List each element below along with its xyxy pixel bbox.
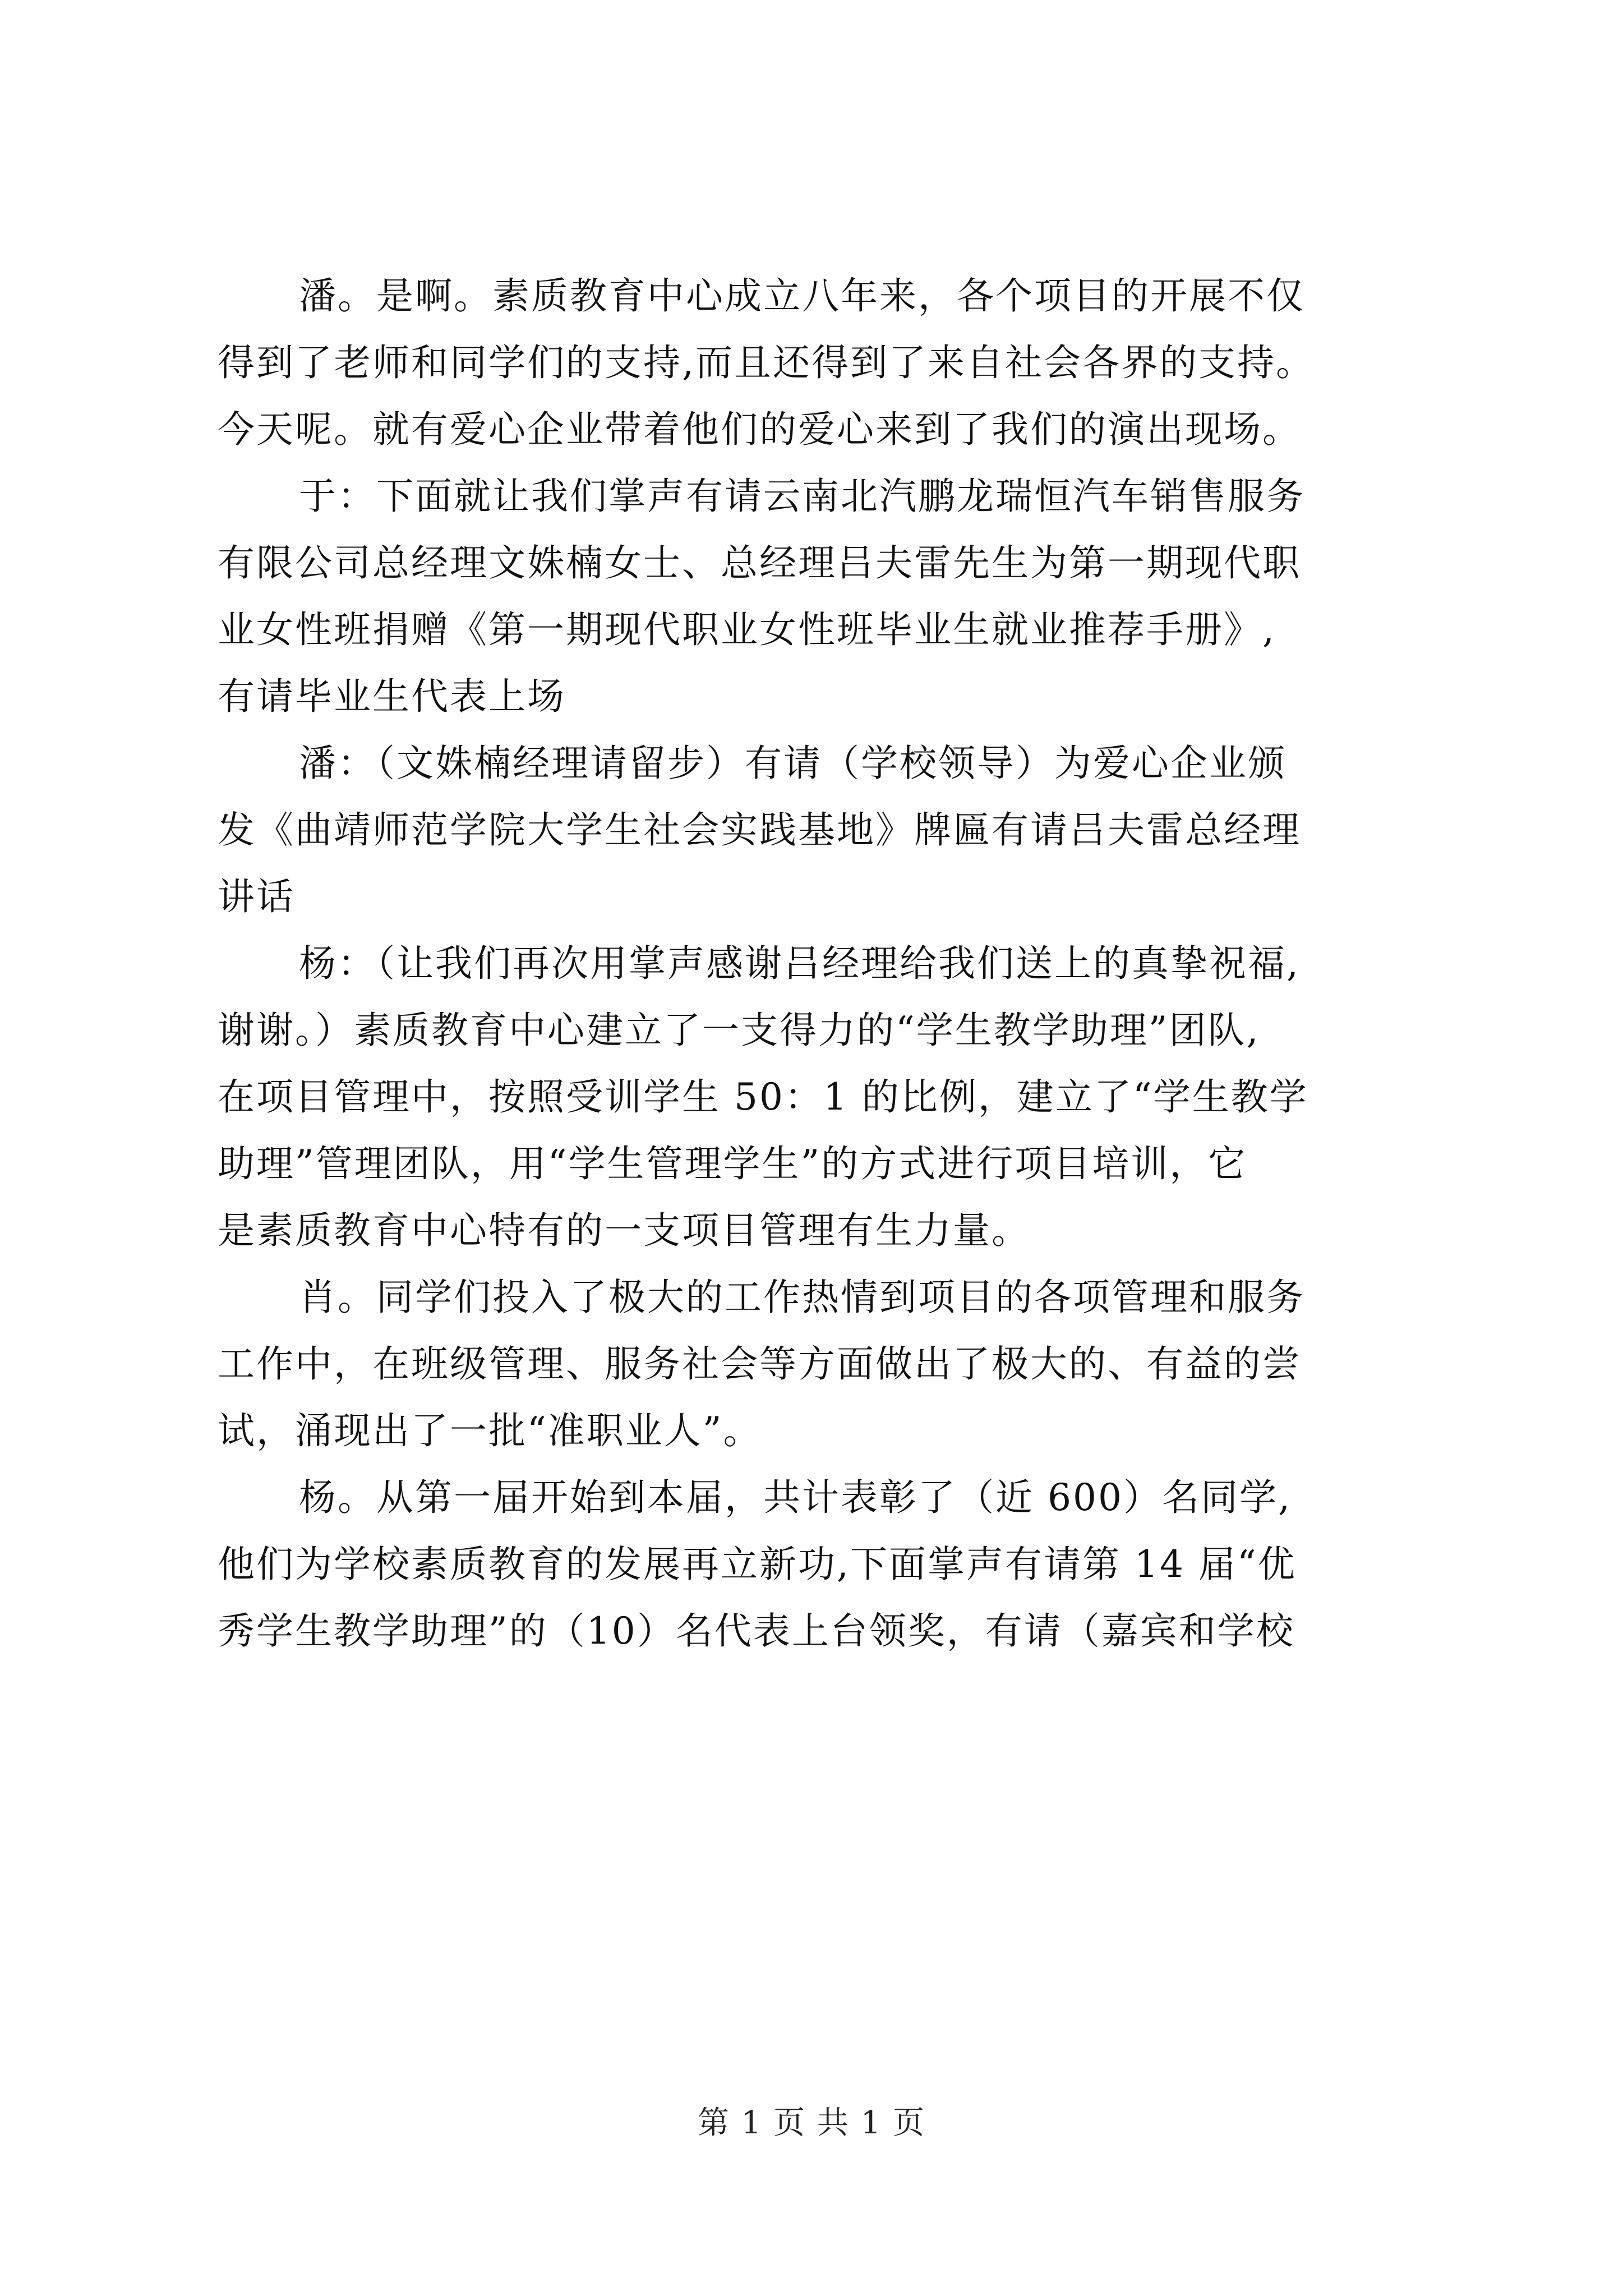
paragraph-line: 今天呢。就有爱心企业带着他们的爱心来到了我们的演出现场。 xyxy=(218,408,1301,451)
paragraph-line: 秀学生教学助理”的（10）名代表上台领奖，有请（嘉宾和学校 xyxy=(218,1609,1295,1653)
paragraph-line: 潘。是啊。素质教育中心成立八年来，各个项目的开展不仅 xyxy=(299,274,1305,318)
document-body xyxy=(218,263,1412,1664)
paragraph-line: 杨：（让我们再次用掌声感谢吕经理给我们送上的真挚祝福, xyxy=(299,942,1300,985)
paragraph-line: 于：下面就让我们掌声有请云南北汽鹏龙瑞恒汽车销售服务 xyxy=(299,475,1305,518)
paragraph-line: 他们为学校素质教育的发展再立新功,下面掌声有请第 14 届“优 xyxy=(218,1543,1297,1586)
paragraph-line: 助理”管理团队，用“学生管理学生”的方式进行项目培训，它 xyxy=(218,1142,1247,1185)
paragraph-line: 业女性班捐赠《第一期现代职业女性班毕业生就业推荐手册》, xyxy=(218,608,1276,651)
paragraph-line: 有请毕业生代表上场 xyxy=(218,675,566,718)
paragraph-line: 谢谢。）素质教育中心建立了一支得力的“学生教学助理”团队, xyxy=(218,1009,1260,1052)
page-number-label: 第 1 页 共 1 页 xyxy=(697,2105,926,2141)
paragraph-line: 在项目管理中，按照受训学生 50：1 的比例，建立了“学生教学 xyxy=(218,1075,1308,1119)
paragraph-line: 发《曲靖师范学院大学生社会实践基地》牌匾有请吕夫雷总经理 xyxy=(218,808,1301,852)
paragraph-line: 潘：（文姝楠经理请留步）有请（学校领导）为爱心企业颁 xyxy=(299,742,1287,785)
paragraph-line: 工作中，在班级管理、服务社会等方面做出了极大的、有益的尝 xyxy=(218,1342,1301,1386)
paragraph-line: 杨。从第一届开始到本届，共计表彰了（近 600）名同学, xyxy=(299,1476,1292,1519)
page-footer xyxy=(0,2104,1623,2143)
paragraph-line: 肖。同学们投入了极大的工作热情到项目的各项管理和服务 xyxy=(299,1276,1305,1319)
paragraph-line: 有限公司总经理文姝楠女士、总经理吕夫雷先生为第一期现代职 xyxy=(218,541,1301,585)
paragraph-line: 试，涌现出了一批“准职业人”。 xyxy=(218,1409,762,1452)
paragraph-line: 讲话 xyxy=(218,875,295,918)
paragraph-line: 是素质教育中心特有的一支项目管理有生力量。 xyxy=(218,1209,1030,1252)
paragraph-line: 得到了老师和同学们的支持,而且还得到了来自社会各界的支持。 xyxy=(218,341,1315,384)
